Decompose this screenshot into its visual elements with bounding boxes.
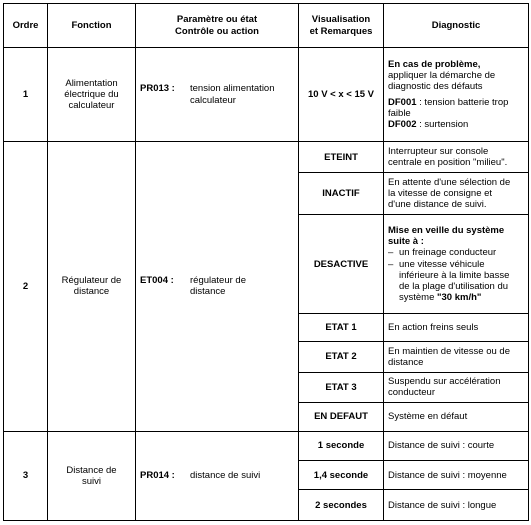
header-visualisation: Visualisation et Remarques [299,4,384,48]
row1-visualisation: 10 V < x < 15 V [299,48,384,142]
header-diagnostic: Diagnostic [384,4,529,48]
row1-fonction: Alimentation électrique du calculateur [48,48,136,142]
list-item: – une vitesse véhicule inférieure à la limite basse de la plage d'utilisation du système "30 km/h" [388,258,510,304]
desactive-list [388,247,524,303]
param-text: distance de suivi [190,470,261,482]
state-etat2: ETAT 2 [299,342,384,372]
table-row [4,142,529,172]
diagnostic-table [3,3,529,521]
header-parametre: Paramètre ou état Contrôle ou action [136,4,299,48]
row1-parametre [136,48,299,142]
row2-parametre [136,142,299,431]
row2-ordre: 2 [4,142,48,431]
option-1-diag: Distance de suivi : courte [384,431,529,460]
state-etat3-diag: Suspendu sur accélération conducteur [384,372,529,402]
state-desactive: DESACTIVE [299,215,384,313]
header-row [4,4,529,48]
row3-parametre [136,431,299,520]
param-text: régulateur de distance [190,275,246,298]
state-eteint-diag: Interrupteur sur console centrale en position "milieu". [384,142,529,172]
option-1-4-seconde: 1,4 seconde [299,461,384,490]
param-code: ET004 : [140,275,174,287]
header-ordre: Ordre [4,4,48,48]
option-1-seconde: 1 seconde [299,431,384,460]
table-row [4,48,529,142]
row1-diagnostic: En cas de problème, appliquer la démarche de diagnostic des défauts DF001 : tension batterie trop faible DF002 : surtension [384,48,529,142]
table-row [4,431,529,460]
state-eteint: ETEINT [299,142,384,172]
state-etat1-diag: En action freins seuls [384,313,529,341]
list-item: – un freinage conducteur [388,247,497,259]
state-etat3: ETAT 3 [299,372,384,402]
param-code: PR013 : [140,83,175,95]
option-2-secondes: 2 secondes [299,490,384,521]
state-desactive-diag: Mise en veille du système suite à : – un freinage conducteur – une vitesse véhicule inférieure à la limite basse de la plage d'utilisation du système "30 km/h" [384,215,529,313]
row1-ordre: 1 [4,48,48,142]
state-etat1: ETAT 1 [299,313,384,341]
state-en-defaut-diag: Système en défaut [384,403,529,431]
row3-ordre: 3 [4,431,48,520]
state-etat2-diag: En maintien de vitesse ou de distance [384,342,529,372]
option-3-diag: Distance de suivi : longue [384,490,529,521]
header-fonction: Fonction [48,4,136,48]
param-text: tension alimentation calculateur [190,83,275,106]
param-code: PR014 : [140,470,175,482]
state-en-defaut: EN DEFAUT [299,403,384,431]
row3-fonction: Distance de suivi [48,431,136,520]
option-2-diag: Distance de suivi : moyenne [384,461,529,490]
state-inactif: INACTIF [299,172,384,215]
row2-fonction: Régulateur de distance [48,142,136,431]
state-inactif-diag: En attente d'une sélection de la vitesse de consigne et d'une distance de suivi. [384,172,529,215]
